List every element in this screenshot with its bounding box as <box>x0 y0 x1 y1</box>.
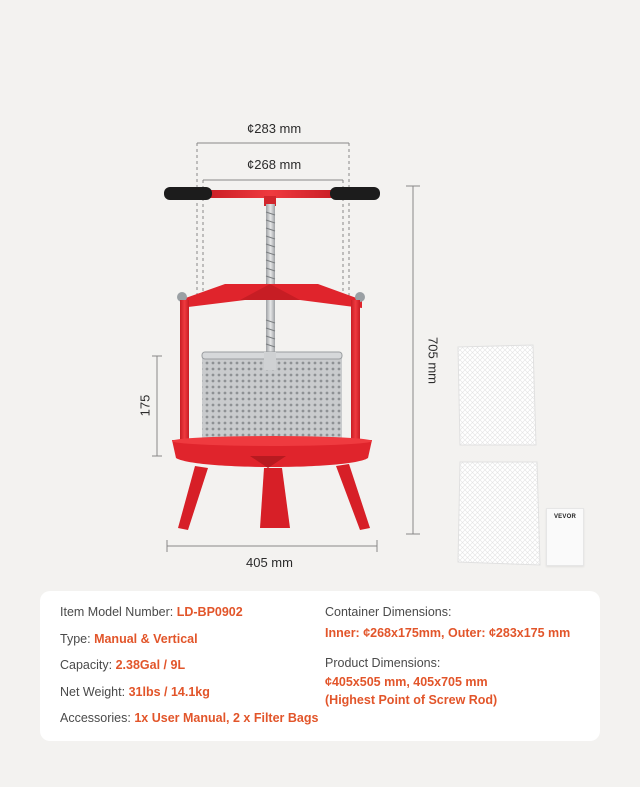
spec-type: Type: Manual & Vertical <box>60 631 198 646</box>
spec-model: Item Model Number: LD-BP0902 <box>60 605 243 619</box>
product-dimensions-label: Product Dimensions: <box>325 656 441 670</box>
inner-diameter-label: ¢268 mm <box>247 157 302 172</box>
basket-height-dimension <box>152 356 162 456</box>
stainless-basket <box>202 352 342 446</box>
height-label: 705 mm <box>425 337 441 384</box>
press-legs <box>178 464 370 530</box>
spec-accessories: Accessories: 1x User Manual, 2 x Filter Bags <box>60 711 319 725</box>
product-dimensions-line2: (Highest Point of Screw Rod) <box>325 693 498 707</box>
filter-bag-bottom <box>458 462 540 565</box>
manual-brand-logo: VEVOR <box>553 514 576 520</box>
product-dimensions-line1: ¢405x505 mm, 405x705 mm <box>325 674 488 689</box>
base-width-label: 405 mm <box>246 555 293 570</box>
spec-card <box>40 591 600 741</box>
basket-height-label: 175 <box>137 394 153 417</box>
right-upright <box>351 300 360 445</box>
press-tray <box>172 436 372 468</box>
spec-weight: Net Weight: 31lbs / 14.1kg <box>60 684 210 699</box>
height-dimension <box>406 186 420 534</box>
base-width-dimension <box>167 540 377 552</box>
left-upright <box>180 300 189 445</box>
outer-diameter-label: ¢283 mm <box>247 121 302 136</box>
press-handle <box>164 187 380 206</box>
spec-capacity: Capacity: 2.38Gal / 9L <box>60 658 186 672</box>
spec-column-right <box>325 599 570 714</box>
user-manual <box>546 508 584 566</box>
spec-column-left <box>60 599 318 732</box>
filter-bag-top <box>458 345 536 445</box>
container-dimensions-label: Container Dimensions: <box>325 605 452 619</box>
container-dimensions-value: Inner: ¢268x175mm, Outer: ¢283x175 mm <box>325 625 571 640</box>
